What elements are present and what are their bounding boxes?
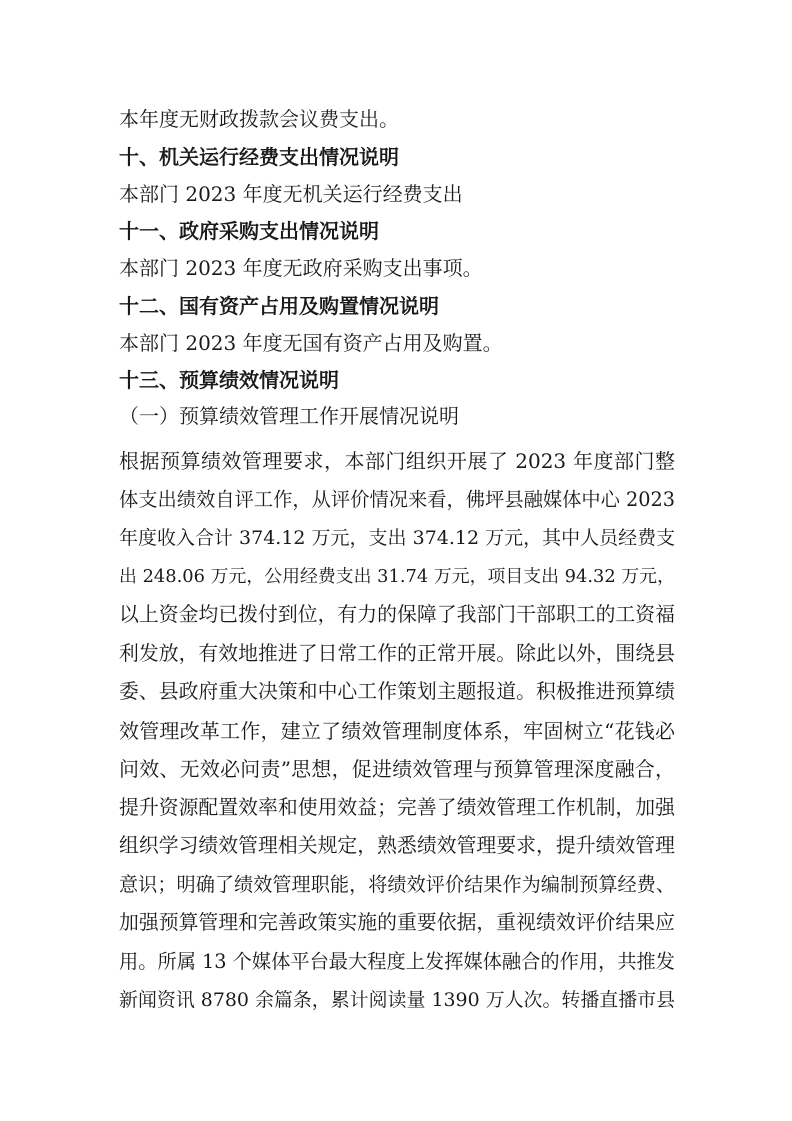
paragraph-row: 新闻资讯 8780 余篇条，累计阅读量 1390 万人次。转播直播市县: [119, 989, 676, 1011]
text-line: 本部门 2023 年度无政府采购支出事项。: [119, 256, 483, 280]
paragraph-row: 意识；明确了绩效管理职能，将绩效评价结果作为编制预算经费、: [119, 872, 675, 896]
paragraph-row: 提升资源配置效率和使用效益；完善了绩效管理工作机制，加强: [119, 795, 675, 819]
text-line: 本年度无财政拨款会议费支出。: [119, 107, 399, 131]
text-line: 本部门 2023 年度无机关运行经费支出: [119, 182, 463, 206]
body-paragraph: [119, 442, 675, 1020]
paragraph-row: 加强预算管理和完善政策实施的重要依据，重视绩效评价结果应: [119, 911, 675, 934]
paragraph-row: 问效、无效必问责”思想，促进绩效管理与预算管理深度融合，: [119, 757, 675, 781]
paragraph-row: 以上资金均已拨付到位，有力的保障了我部门干部职工的工资福: [119, 603, 675, 626]
paragraph-row: 根据预算绩效管理要求，本部门组织开展了 2023 年度部门整: [119, 449, 675, 473]
paragraph-row: 委、县政府重大决策和中心工作策划主题报道。积极推进预算绩: [119, 680, 675, 703]
paragraph-row: 出 248.06 万元，公用经费支出 31.74 万元，项目支出 94.32 万元，: [119, 565, 675, 587]
paragraph-row: 用。所属 13 个媒体平台最大程度上发挥媒体融合的作用，共推发: [119, 949, 675, 973]
section-heading: 十、机关运行经费支出情况说明: [119, 145, 399, 169]
paragraph-row: 年度收入合计 374.12 万元，支出 374.12 万元，其中人员经费支: [119, 527, 676, 549]
paragraph-row: 组织学习绩效管理相关规定，熟悉绩效管理要求，提升绩效管理: [119, 834, 675, 857]
section-heading: 十二、国有资产占用及购置情况说明: [119, 294, 439, 318]
subsection-heading: （一）预算绩效管理工作开展情况说明: [119, 404, 459, 428]
paragraph-row: 体支出绩效自评工作，从评价情况来看，佛坪县融媒体中心 2023: [119, 487, 676, 511]
section-heading: 十三、预算绩效情况说明: [119, 368, 339, 392]
paragraph-row: 利发放，有效地推进了日常工作的正常开展。除此以外，围绕县: [119, 641, 675, 665]
paragraph-row: 效管理改革工作，建立了绩效管理制度体系，牢固树立“花钱必: [119, 718, 675, 743]
section-heading: 十一、政府采购支出情况说明: [119, 219, 379, 243]
text-line: 本部门 2023 年度无国有资产占用及购置。: [119, 331, 503, 355]
